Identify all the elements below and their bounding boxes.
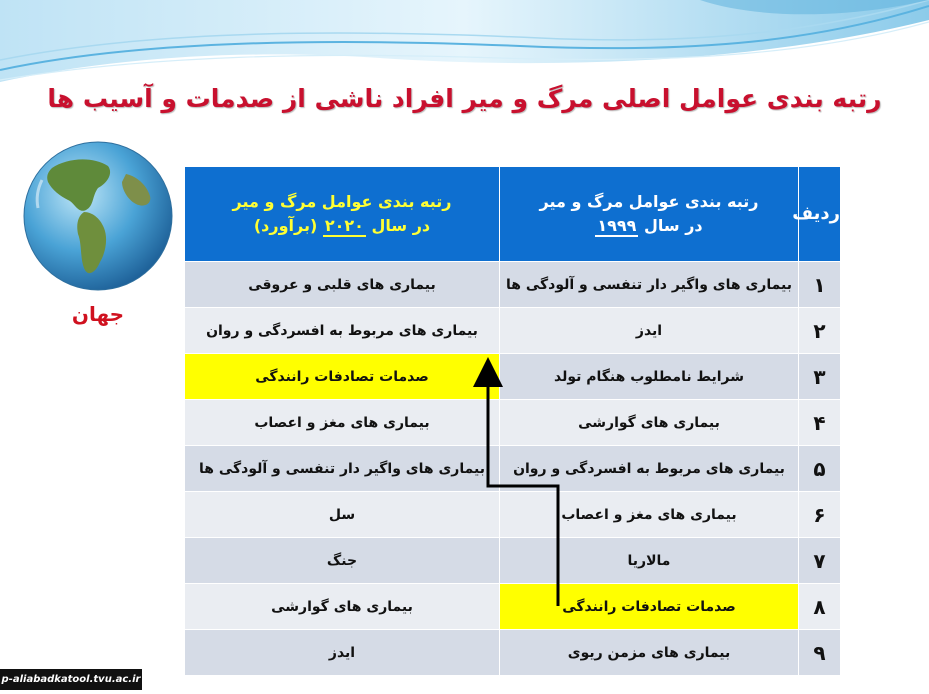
cause-1999: بیماری های مزمن ریوی <box>500 630 799 676</box>
cause-2020: بیماری های واگیر دار تنفسی و آلودگی ها <box>185 446 500 492</box>
cause-2020: بیماری های گوارشی <box>185 584 500 630</box>
table-row <box>185 400 841 446</box>
table-row <box>185 446 841 492</box>
cause-2020-highlighted: صدمات تصادفات رانندگی <box>185 354 500 400</box>
table-row <box>185 308 841 354</box>
row-number: ۴ <box>799 400 841 446</box>
header-wave-decoration <box>0 0 929 90</box>
cause-2020: ایدز <box>185 630 500 676</box>
table-row <box>185 354 841 400</box>
table-row <box>185 630 841 676</box>
page-title: رتبه بندی عوامل اصلی مرگ و میر افراد ناشی از صدمات و آسیب ها <box>47 84 882 113</box>
world-label: جهان <box>71 302 125 326</box>
header-2020-note: (برآورد) <box>253 216 323 235</box>
row-number: ۹ <box>799 630 841 676</box>
row-number: ۳ <box>799 354 841 400</box>
row-number: ۷ <box>799 538 841 584</box>
cause-1999: مالاریا <box>500 538 799 584</box>
header-2020-year: ۲۰۲۰ <box>324 216 364 235</box>
header-1999-line2 <box>500 214 798 238</box>
header-row-number: ردیف <box>799 167 841 262</box>
header-1999-year: ۱۹۹۹ <box>597 216 637 235</box>
header-2020-prefix: در سال <box>365 216 431 235</box>
row-number: ۵ <box>799 446 841 492</box>
cause-1999: بیماری های مغز و اعصاب <box>500 492 799 538</box>
cause-2020: جنگ <box>185 538 500 584</box>
cause-1999: ایدز <box>500 308 799 354</box>
header-1999-line1: رتبه بندی عوامل مرگ و میر <box>539 192 759 211</box>
cause-1999: شرایط نامطلوب هنگام تولد <box>500 354 799 400</box>
table-row <box>185 262 841 308</box>
header-2020 <box>185 167 500 262</box>
header-2020-line1: رتبه بندی عوامل مرگ و میر <box>232 192 452 211</box>
table-header-row <box>185 167 841 262</box>
site-footer: p-aliabadkatool.tvu.ac.ir <box>0 669 142 690</box>
cause-2020: سل <box>185 492 500 538</box>
table-row <box>185 584 841 630</box>
header-1999-prefix: در سال <box>638 216 703 235</box>
header-2020-line2 <box>185 214 499 238</box>
cause-2020: بیماری های مغز و اعصاب <box>185 400 500 446</box>
cause-1999-highlighted: صدمات تصادفات رانندگی <box>500 584 799 630</box>
cause-2020: بیماری های مربوط به افسردگی و روان <box>185 308 500 354</box>
table-row <box>185 492 841 538</box>
cause-2020: بیماری های قلبی و عروقی <box>185 262 500 308</box>
cause-1999: بیماری های واگیر دار تنفسی و آلودگی ها <box>500 262 799 308</box>
row-number: ۱ <box>799 262 841 308</box>
cause-1999: بیماری های مربوط به افسردگی و روان <box>500 446 799 492</box>
header-1999 <box>500 167 799 262</box>
row-number: ۸ <box>799 584 841 630</box>
row-number: ۶ <box>799 492 841 538</box>
row-number: ۲ <box>799 308 841 354</box>
globe-icon <box>22 140 174 292</box>
table-row <box>185 538 841 584</box>
cause-1999: بیماری های گوارشی <box>500 400 799 446</box>
ranking-table <box>184 166 841 676</box>
